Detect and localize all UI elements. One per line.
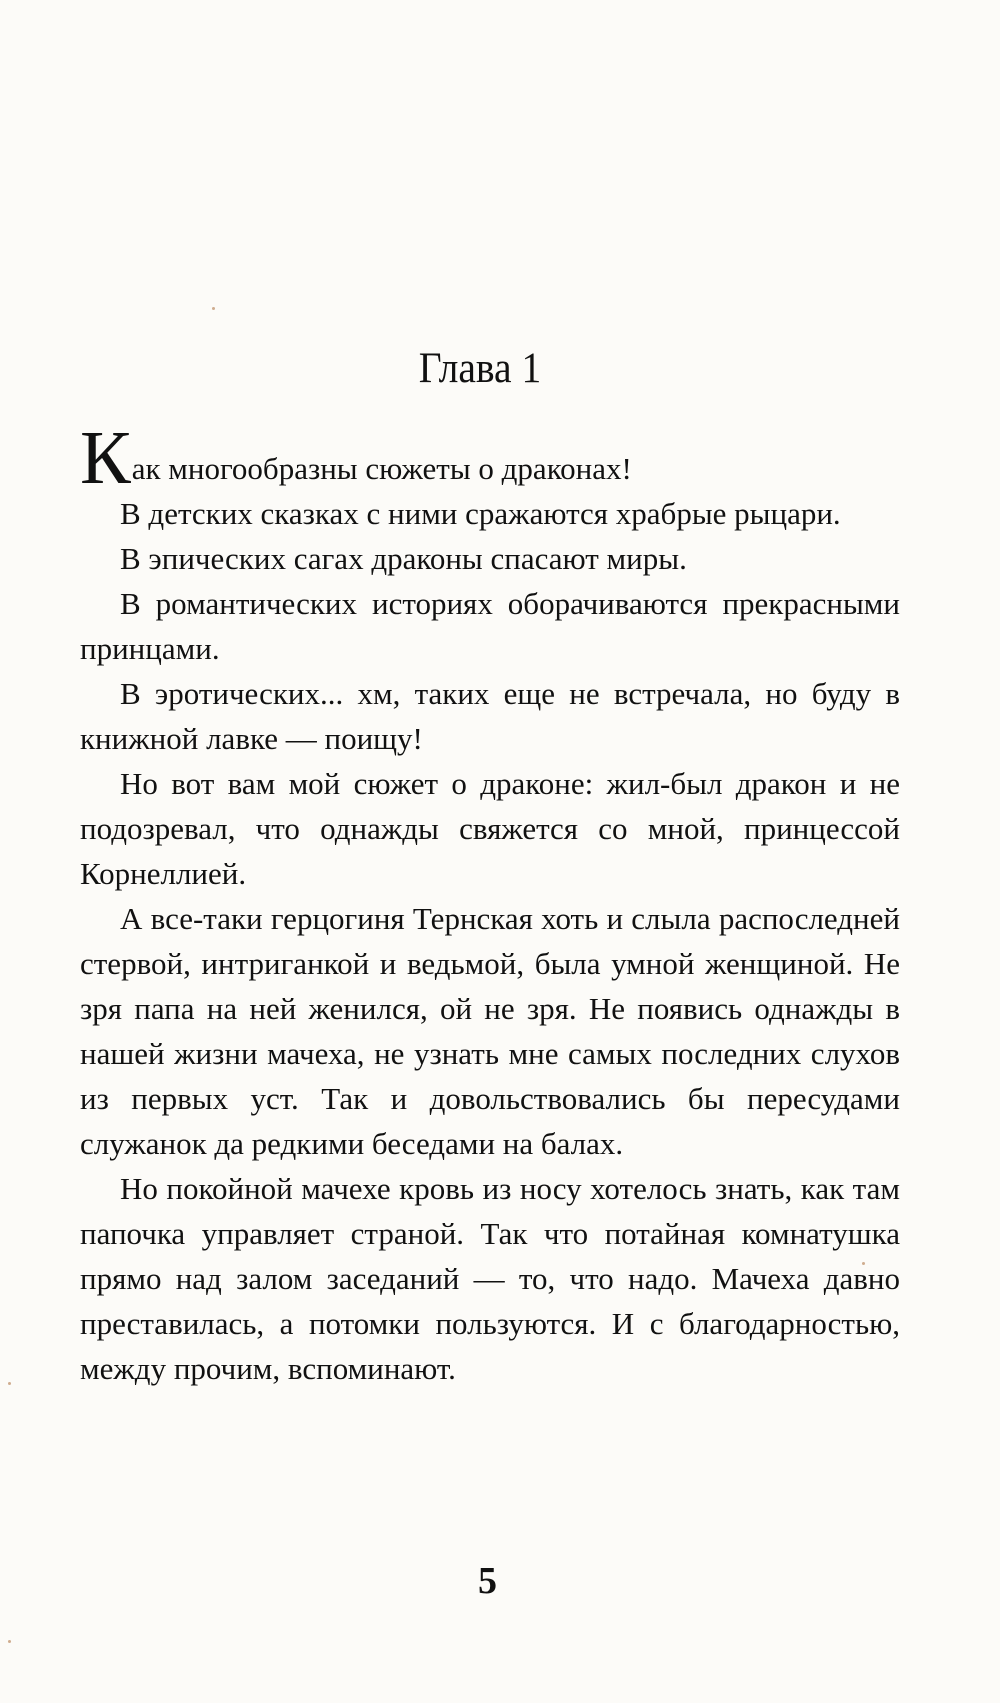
paragraph bbox=[80, 416, 900, 500]
paragraph: В эпических сагах драконы спасают миры. bbox=[120, 541, 687, 576]
paper-speck bbox=[8, 1382, 11, 1385]
chapter-title: Глава 1 bbox=[418, 345, 542, 392]
paragraph: А все-таки герцогиня Тернская хоть и слыла распоследней стервой, интриганкой и ведьмой, была умной женщиной. Не зря папа на ней женился, ой не зря. Не появись однажды в нашей жизни мачеха, не узнать мне самых последних слухов из первых уст. Так и довольствовались бы пересудами служанок да редкими беседами на балах. bbox=[80, 901, 900, 1161]
paragraph: В эротических... хм, таких еще не встречала, но буду в книжной лавке — поищу! bbox=[80, 676, 900, 756]
paragraph: В романтических историях оборачиваются прекрасными принцами. bbox=[80, 586, 900, 666]
paper-speck bbox=[8, 1640, 11, 1643]
paragraph: В детских сказках с ними сражаются храбрые рыцари. bbox=[120, 496, 841, 531]
drop-cap: К bbox=[80, 416, 131, 500]
paper-speck bbox=[212, 307, 215, 310]
paragraph-text: ак многообразны сюжеты о драконах! bbox=[131, 451, 632, 486]
page-number: 5 bbox=[478, 1560, 497, 1602]
chapter-body bbox=[80, 416, 900, 1391]
paragraph: Но вот вам мой сюжет о драконе: жил-был дракон и не подозревал, что однажды свяжется со мной, принцессой Корнеллией. bbox=[80, 766, 900, 891]
paragraph: Но покойной мачехе кровь из носу хотелось знать, как там папочка управляет страной. Так что потайная комнатушка прямо над залом заседаний — то, что надо. Мачеха давно преставилась, а потомки пользуются. И с благодарностью, между прочим, вспоминают. bbox=[80, 1171, 900, 1386]
